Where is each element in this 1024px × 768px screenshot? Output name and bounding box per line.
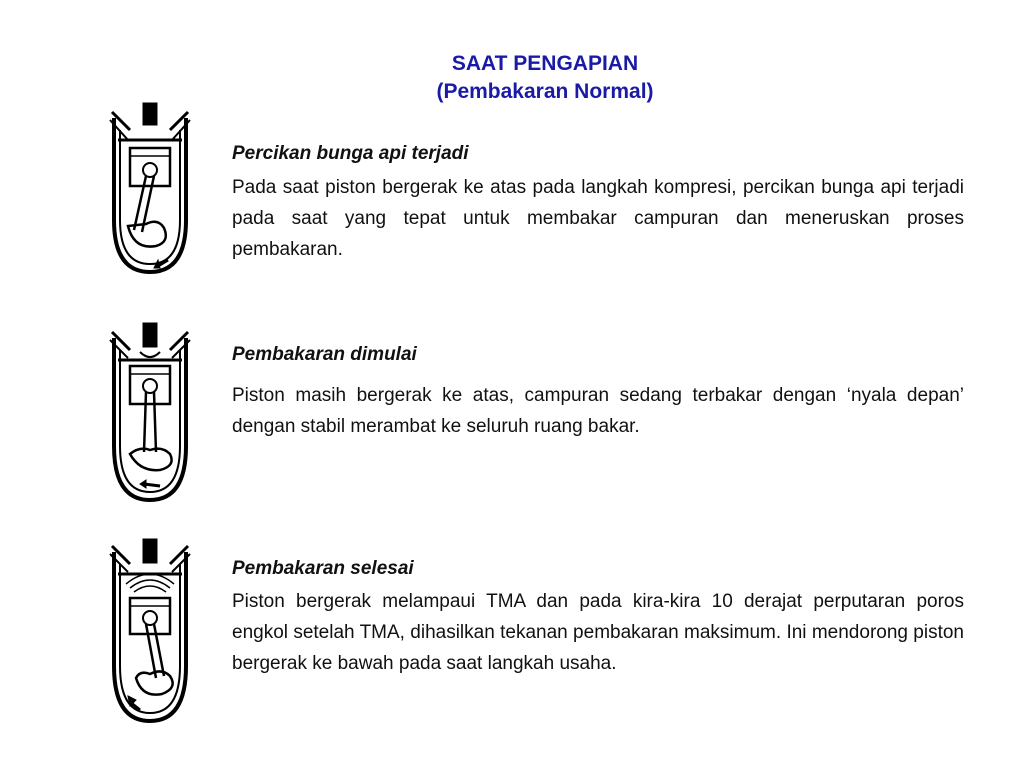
section-body: Piston bergerak melampaui TMA dan pada kira-kira 10 derajat perputaran poros engkol setelah TMA, dihasilkan tekanan pembakaran maksimum. Ini mendorong piston bergerak ke bawah pada saat langkah usaha. [232,591,964,674]
engine-diagram-2 [100,322,200,502]
section-heading: Percikan bunga api terjadi [232,143,469,164]
engine-diagram-3 [100,538,200,723]
title-line-2: (Pembakaran Normal) [436,80,654,103]
section-body: Pada saat piston bergerak ke atas pada langkah kompresi, percikan bunga api terjadi pada saat yang tepat untuk membakar campuran dan meneruskan proses pembakaran. [232,177,964,260]
section-combustion-end [232,557,964,679]
engine-cylinder-flame-start-icon [100,322,200,497]
engine-cylinder-combustion-end-icon [100,538,200,713]
engine-diagram-1 [100,100,200,275]
engine-cylinder-spark-icon [100,100,200,275]
section-spark [232,142,964,265]
section-heading: Pembakaran selesai [232,558,414,579]
title-line-1: SAAT PENGAPIAN [451,52,639,75]
section-heading: Pembakaran dimulai [232,344,417,365]
section-combustion-start [232,343,964,442]
section-body: Piston masih bergerak ke atas, campuran sedang terbakar dengan ‘nyala depan’ dengan stabil merambat ke seluruh ruang bakar. [232,385,964,437]
page-title [300,50,790,106]
